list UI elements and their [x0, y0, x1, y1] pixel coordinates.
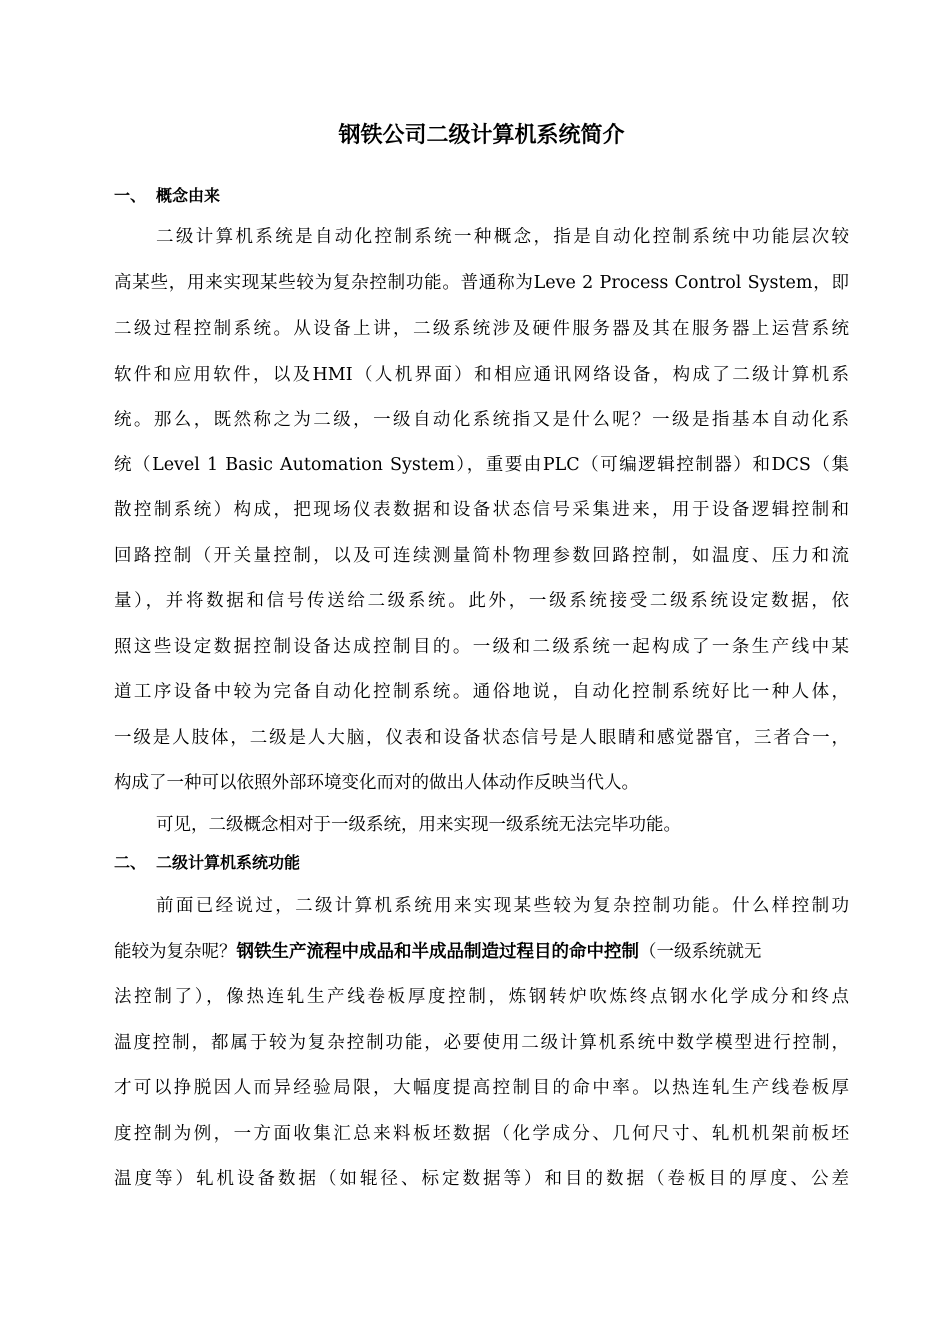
paragraph-line: 高某些，用来实现某些较为复杂控制功能。普通称为Leve 2 Process Control System，即	[114, 273, 849, 293]
paragraph-line: 二级过程控制系统。从设备上讲，二级系统涉及硬件服务器及其在服务器上运营系统	[114, 319, 849, 339]
paragraph-line: 才可以挣脱因人而异经验局限，大幅度提高控制目的命中率。以热连轧生产线卷板厚	[114, 1078, 849, 1098]
paragraph-line: 度控制为例，一方面收集汇总来料板坯数据（化学成分、几何尺寸、轧机机架前板坯	[114, 1124, 849, 1144]
section-1-heading	[114, 185, 220, 207]
section-2-heading	[114, 852, 300, 874]
paragraph-line: 前面已经说过，二级计算机系统用来实现某些较为复杂控制功能。什么样控制功	[156, 896, 849, 916]
paragraph-line: 构成了一种可以依照外部环境变化而对的做出人体动作反映当代人。	[114, 773, 639, 793]
paragraph-line: 照这些设定数据控制设备达成控制目的。一级和二级系统一起构成了一条生产线中某	[114, 637, 849, 657]
paragraph-line: 散控制系统）构成，把现场仪表数据和设备状态信号采集进来，用于设备逻辑控制和	[114, 500, 849, 520]
paragraph-line: 统。那么，既然称之为二级，一级自动化系统指又是什么呢？一级是指基本自动化系	[114, 410, 849, 430]
text-span: （一级系统就无	[639, 942, 762, 962]
paragraph-line: 温度控制，都属于较为复杂控制功能，必要使用二级计算机系统中数学模型进行控制，	[114, 1033, 849, 1053]
paragraph-line: 量），并将数据和信号传送给二级系统。此外，一级系统接受二级系统设定数据，依	[114, 591, 849, 611]
text-span: 能较为复杂呢？	[114, 942, 237, 962]
paragraph-line: 统（Level 1 Basic Automation System），重要由PLC（可编逻辑控制器）和DCS（集	[114, 455, 849, 475]
paragraph-line: 温度等）轧机设备数据（如辊径、标定数据等）和目的数据（卷板目的厚度、公差	[114, 1169, 849, 1189]
section-2-number: 二、	[114, 853, 147, 872]
paragraph-line: 一级是人肢体，二级是人大脑，仪表和设备状态信号是人眼睛和感觉器官，三者合一，	[114, 728, 849, 748]
paragraph-line-mixed	[114, 939, 849, 965]
paragraph-line: 回路控制（开关量控制，以及可连续测量简朴物理参数回路控制，如温度、压力和流	[114, 546, 849, 566]
document-title: 钢铁公司二级计算机系统简介	[338, 123, 625, 148]
section-1-number: 一、	[114, 186, 147, 205]
section-1-title: 概念由来	[156, 186, 221, 205]
section-2-title: 二级计算机系统功能	[156, 853, 301, 872]
paragraph-line: 可见，二级概念相对于一级系统，用来实现一级系统无法完毕功能。	[156, 815, 681, 835]
paragraph-line: 道工序设备中较为完备自动化控制系统。通俗地说，自动化控制系统好比一种人体，	[114, 682, 849, 702]
bold-emphasis: 钢铁生产流程中成品和半成品制造过程目的命中控制	[236, 942, 639, 962]
paragraph-line: 二级计算机系统是自动化控制系统一种概念，指是自动化控制系统中功能层次较	[156, 227, 849, 247]
paragraph-line: 软件和应用软件，以及HMI（人机界面）和相应通讯网络设备，构成了二级计算机系	[114, 365, 849, 385]
paragraph-line: 法控制了），像热连轧生产线卷板厚度控制，炼钢转炉吹炼终点钢水化学成分和终点	[114, 987, 849, 1007]
